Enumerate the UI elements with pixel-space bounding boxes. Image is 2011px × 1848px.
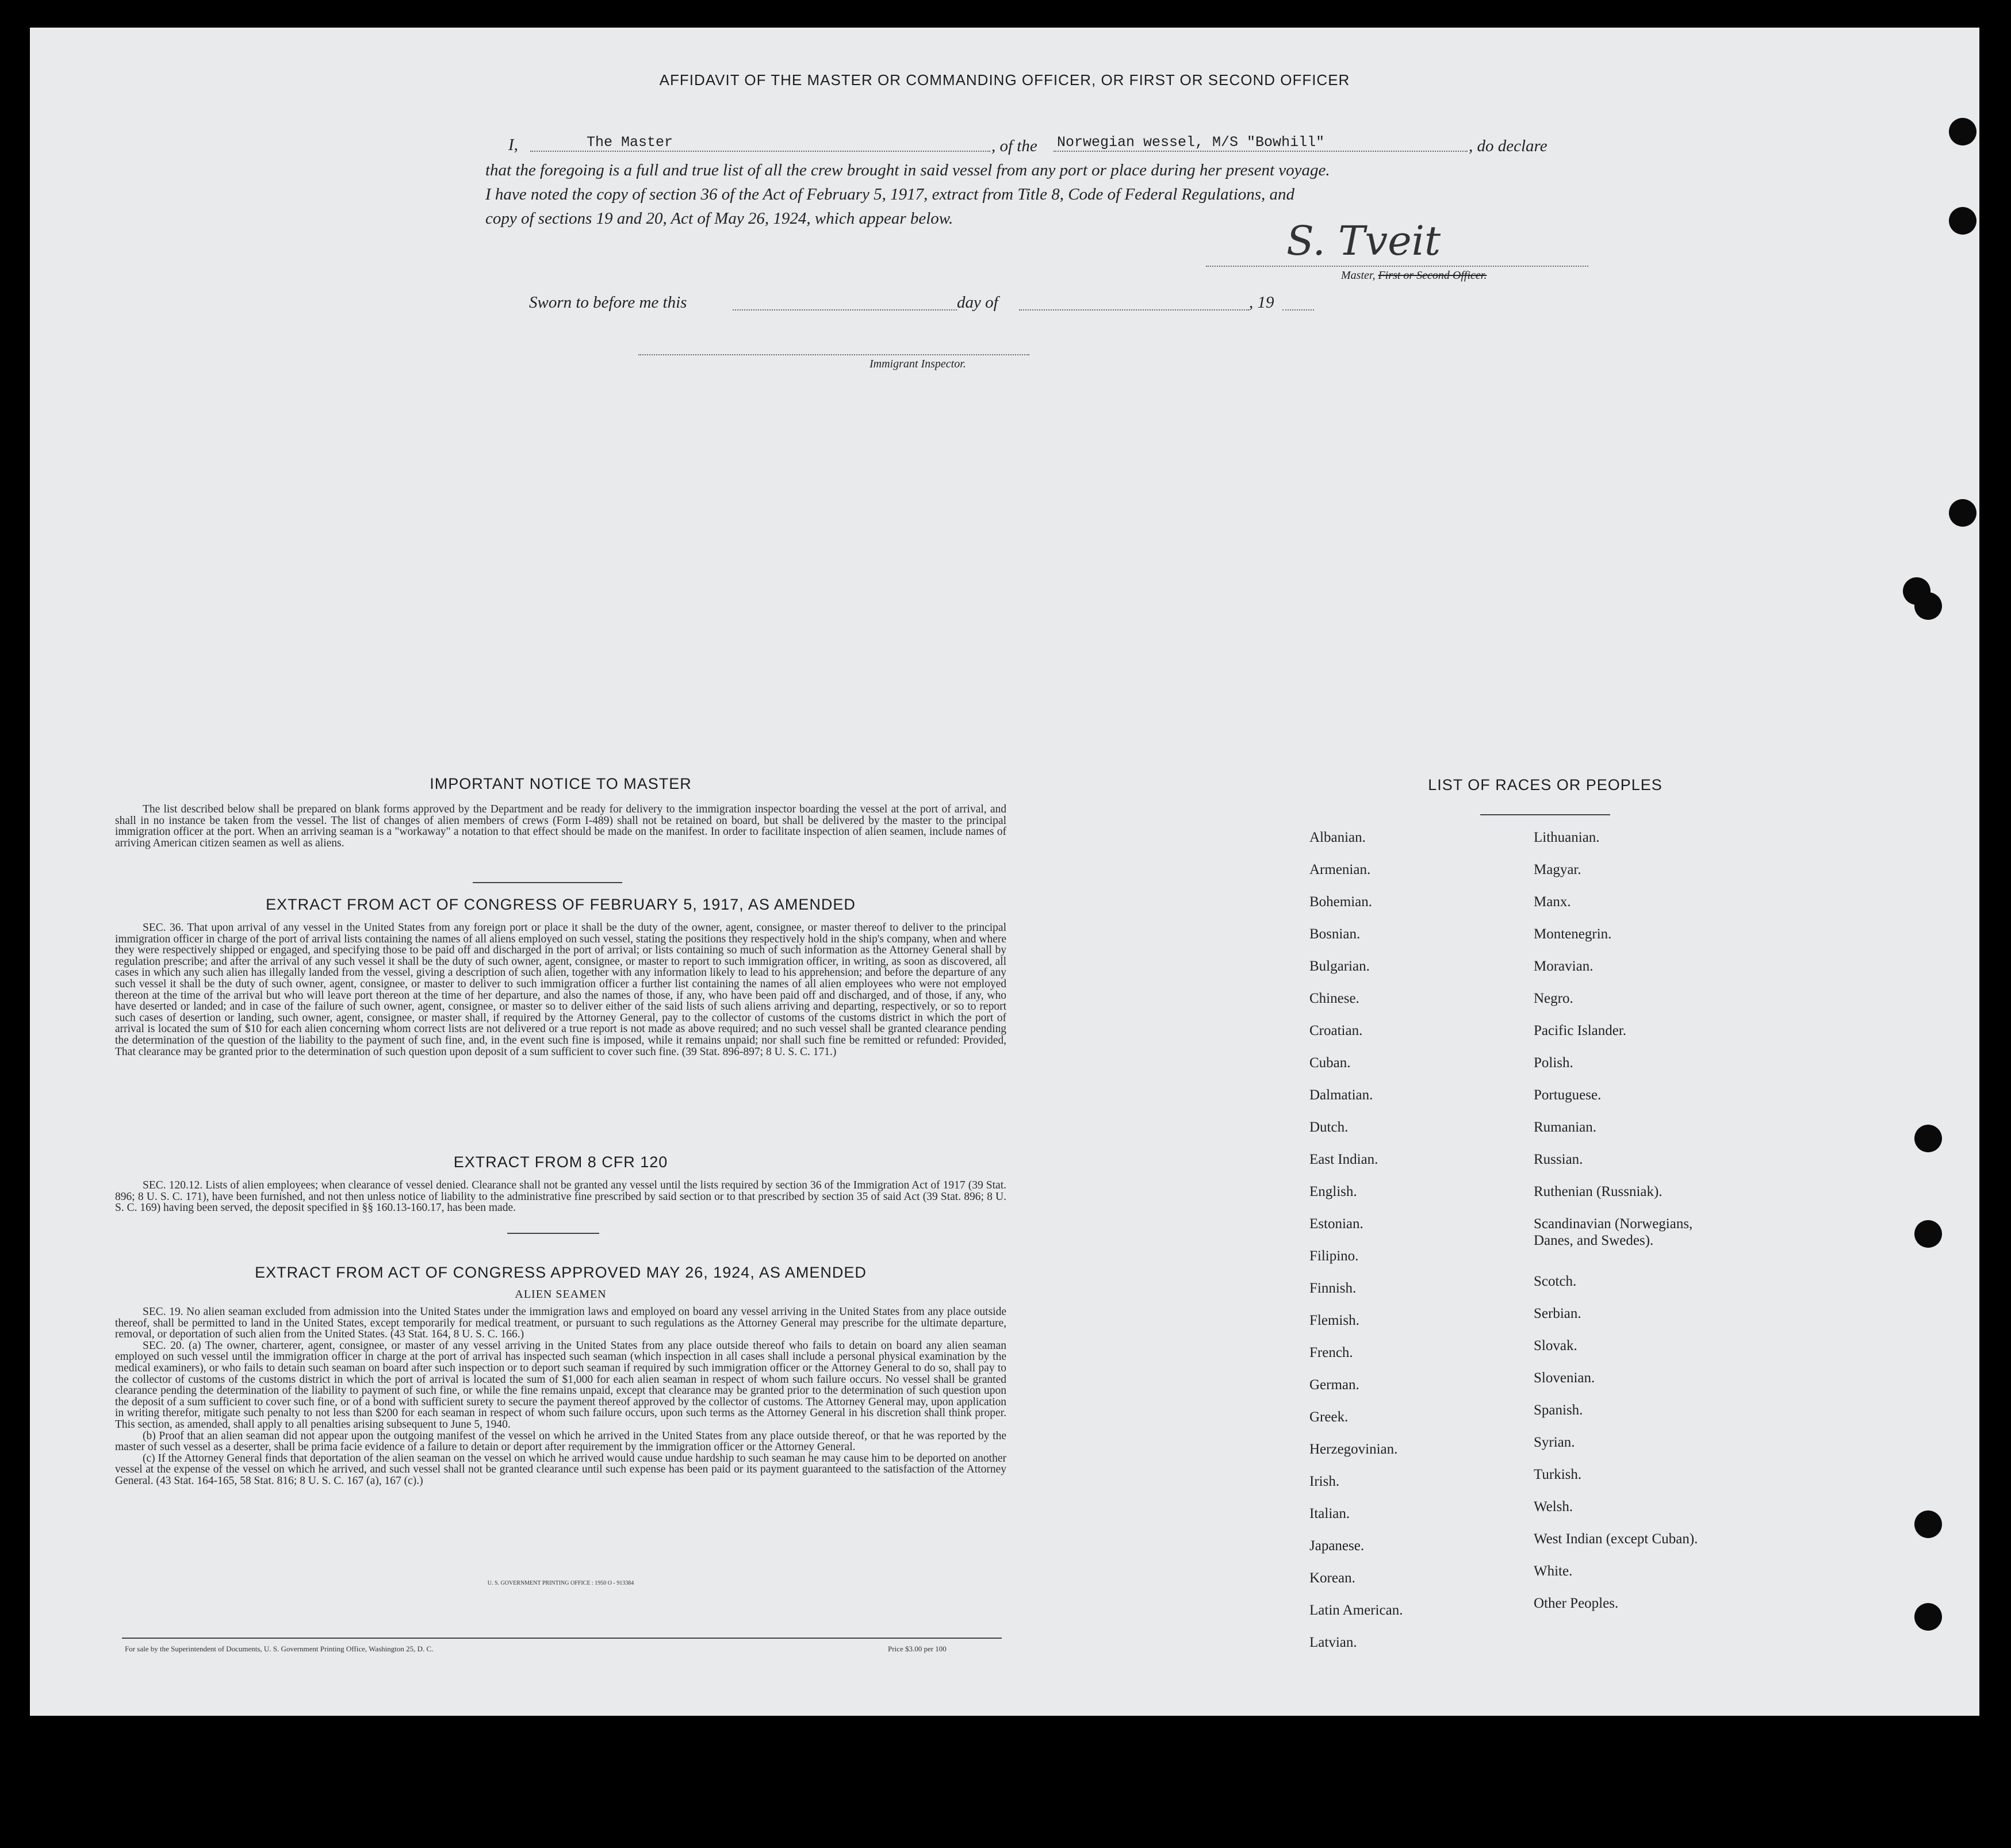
binder-hole — [1914, 1220, 1942, 1248]
alien-seamen-subtitle: ALIEN SEAMEN — [515, 1288, 607, 1301]
day-of-label: day of — [957, 293, 998, 312]
section-20c-paragraph: (c) If the Attorney General finds that deportation of the alien seaman on the vessel on which he arrived would cause undue hardship to such seaman he may cause him to be deported on another vessel at the expense of the vessel on which he arrived, and such vessel shall not be granted clearance until such expense has been paid or its payment guaranteed to the satisfaction of the Attorney General. (43 Stat. 164-165, 58 Stat. 816; 8 U. S. C. 167 (a), 167 (c).) — [115, 1452, 1006, 1487]
race-item: Slovak. — [1534, 1338, 1577, 1354]
sworn-year-line — [1282, 309, 1314, 310]
race-item: Irish. — [1309, 1474, 1340, 1489]
race-item: Magyar. — [1534, 862, 1581, 877]
race-item: Negro. — [1534, 991, 1573, 1006]
sworn-month-line — [1019, 309, 1249, 310]
year-label: , 19 — [1249, 293, 1274, 312]
race-item: French. — [1309, 1345, 1353, 1360]
signer-title-kept: Master, — [1341, 269, 1376, 282]
affidavit-name-value: The Master — [587, 134, 673, 151]
notice-title: IMPORTANT NOTICE TO MASTER — [430, 775, 692, 792]
notice-body — [115, 804, 1006, 849]
race-item: German. — [1309, 1377, 1359, 1393]
race-item: Dutch. — [1309, 1119, 1349, 1135]
signer-title — [1341, 269, 1487, 282]
race-item: Flemish. — [1309, 1313, 1359, 1328]
vessel-fill-line — [1054, 151, 1468, 152]
extract-1924-body — [115, 1306, 1006, 1487]
race-item: Moravian. — [1534, 958, 1594, 974]
signature-line — [1206, 266, 1588, 267]
race-item: West Indian (except Cuban). — [1534, 1531, 1698, 1547]
sworn-label: Sworn to before me this — [529, 293, 687, 312]
cfr-divider — [507, 1233, 599, 1234]
inspector-label: Immigrant Inspector. — [869, 358, 966, 370]
extract-cfr-title: EXTRACT FROM 8 CFR 120 — [453, 1153, 668, 1171]
footer-price: Price $3.00 per 100 — [888, 1644, 947, 1653]
affidavit-line-4: copy of sections 19 and 20, Act of May 26, 1924, which appear below. — [485, 209, 953, 228]
races-divider — [1480, 814, 1610, 815]
race-item: Scandinavian (Norwegians, Danes, and Swedes). — [1534, 1216, 1693, 1248]
affidavit-vessel-value: Norwegian wessel, M/S "Bowhill" — [1057, 134, 1325, 151]
race-item: Finnish. — [1309, 1280, 1357, 1296]
extract-1924-title: EXTRACT FROM ACT OF CONGRESS APPROVED MAY 26, 1924, AS AMENDED — [255, 1264, 867, 1281]
race-item: Spanish. — [1534, 1402, 1583, 1418]
race-item: Montenegrin. — [1534, 926, 1612, 942]
race-item: Other Peoples. — [1534, 1596, 1619, 1611]
sworn-day-line — [733, 309, 957, 310]
race-item: Estonian. — [1309, 1216, 1363, 1232]
section-20b-paragraph: (b) Proof that an alien seaman did not appear upon the outgoing manifest of the vessel on which he arrived in the United States from any place outside thereof, or that he was reported by the master of such vessel as a deserter, shall be prima facie evidence of a failure to detain or deport after requirement by the immigration officer or the Attorney General. — [115, 1429, 1006, 1454]
race-item: Filipino. — [1309, 1248, 1359, 1264]
notice-divider — [473, 882, 622, 883]
section-20a-paragraph: SEC. 20. (a) The owner, charterer, agent, consignee, or master of any vessel arriving in the United States from any place outside thereof who fails to detain on board any alien seaman employed on such vessel until the immigration officer in charge at the port of arrival has inspected such seaman (which inspection in all cases shall include a personal physical examination by the medical examiners), or who fails to detain such seaman on board after such inspection or to deport such seaman if required by such immigration officer or the Attorney General to do so, shall pay to the collector of customs of the customs district in which the port of arrival is located the sum of $1,000 for each alien seaman in respect of whom such failure occurs. No vessel shall be granted clearance pending the determination of the liability to payment of such fine, or while the fine remains unpaid, except that clearance may be granted prior to the determination of such question upon the deposit of a sum sufficient to cover such fine, or of a bond with sufficient surety to secure the payment thereof approved by the collector of customs. The Attorney General may, upon application in writing therefor, mitigate such penalty to not less than $200 for each seaman in respect of whom such failure occurs, upon such terms as the Attorney General in his discretion shall think proper. This section, as amended, shall apply to all penalties arising subsequent to June 5, 1940. — [115, 1339, 1006, 1431]
extract-1917-title: EXTRACT FROM ACT OF CONGRESS OF FEBRUARY 5, 1917, AS AMENDED — [266, 896, 856, 913]
signer-title-struck: First or Second Officer. — [1378, 269, 1487, 282]
affidavit-line-2: that the foregoing is a full and true list of all the crew brought in said vessel from any port or place during her present voyage. — [485, 161, 1330, 179]
document-sheet — [30, 28, 1979, 1716]
footer-sales-note: For sale by the Superintendent of Documents, U. S. Government Printing Office, Washington 25, D. C. — [125, 1644, 434, 1653]
name-fill-line — [530, 151, 990, 152]
binder-hole — [1914, 592, 1942, 620]
gpo-imprint: U. S. GOVERNMENT PRINTING OFFICE : 1950 O - 913384 — [487, 1580, 634, 1586]
race-item: Welsh. — [1534, 1499, 1573, 1515]
race-item: Rumanian. — [1534, 1119, 1597, 1135]
race-item: Korean. — [1309, 1570, 1355, 1586]
race-item: English. — [1309, 1184, 1357, 1199]
race-item: Dalmatian. — [1309, 1087, 1373, 1103]
race-item: Serbian. — [1534, 1306, 1581, 1321]
section-36-paragraph: SEC. 36. That upon arrival of any vessel in the United States from any foreign port or place it shall be the duty of the owner, agent, consignee, or master thereof to deliver to the principal immigration officer in charge of the port of arrival lists containing the names of all aliens employed on such vessel, stating the positions they respectively hold in the ship's company, when and where they were respectively shipped or engaged, and specifying those to be paid off and discharged in the port of arrival; or lists containing so much of such information as the Attorney General shall by regulation prescribe; and after the arrival of any such vessel it shall be the duty of such owner, agent, consignee, or master to report to such immigration officer, in writing, as soon as discovered, all cases in which any such alien has illegally landed from the vessel, giving a description of such alien, together with any information likely to lead to his apprehension; and before the departure of any such vessel it shall be the duty of such owner, agent, consignee, or master to deliver to such immigration officer a further list containing the names of all alien employees who were not employed thereon at the time of the arrival but who will leave port thereon at the time of her departure, and also the names of those, if any, who have been paid off and discharged, and of those, if any, who have deserted or landed; and in case of the failure of such owner, agent, consignee, or master so to deliver either of the said lists of such aliens arriving and departing, respectively, or so to report such cases of desertion or landing, such owner, agent, consignee, or master shall, if required by the Attorney General, pay to the collector of customs of the customs district in which the port of arrival is located the sum of $10 for each alien concerning whom correct lists are not delivered or a true report is not made as above required; and no such vessel shall be granted clearance pending the determination of the question of the liability to the payment of such fine, and, in the event such fine is imposed, while it remains unpaid; nor shall such fine be remitted or refunded: Provided, That clearance may be granted prior to the determination of such question upon deposit of a sum sufficient to cover such fine. (39 Stat. 896-897; 8 U. S. C. 171.) — [115, 922, 1006, 1058]
master-signature: S. Tveit — [1286, 217, 1441, 264]
binder-hole — [1914, 1603, 1942, 1631]
binder-hole — [1914, 1510, 1942, 1538]
race-item: Latin American. — [1309, 1602, 1403, 1618]
race-item: Herzegovinian. — [1309, 1441, 1398, 1457]
race-item: Syrian. — [1534, 1435, 1575, 1450]
race-item: Scotch. — [1534, 1274, 1577, 1289]
affidavit-declare: , do declare — [1469, 137, 1547, 155]
race-item: Portuguese. — [1534, 1087, 1602, 1103]
binder-hole — [1949, 499, 1976, 527]
section-120-12-paragraph: SEC. 120.12. Lists of alien employees; when clearance of vessel denied. Clearance shall not be granted any vessel until the lists required by section 36 of the Immigration Act of 1917 (39 Stat. 896; 8 U. S. C. 171), have been furnished, and not then unless notice of liability to the administrative fine prescribed by said section or to that prescribed by section 35 of said Act (39 Stat. 896; 8 U. S. C. 169) having been served, the deposit specified in §§ 160.13-160.17, has been made. — [115, 1179, 1006, 1214]
race-item: Armenian. — [1309, 862, 1371, 877]
race-item: Bosnian. — [1309, 926, 1361, 942]
race-item: Slovenian. — [1534, 1370, 1595, 1386]
race-item: Pacific Islander. — [1534, 1023, 1627, 1038]
extract-1917-body — [115, 922, 1006, 1057]
affidavit-line-3: I have noted the copy of section 36 of the Act of February 5, 1917, extract from Title 8, Code of Federal Regulations, and — [485, 185, 1295, 204]
race-item: Chinese. — [1309, 991, 1359, 1006]
race-item: White. — [1534, 1563, 1573, 1579]
race-item: Bohemian. — [1309, 894, 1373, 910]
affidavit-i-label: I, — [508, 136, 518, 154]
race-item: Japanese. — [1309, 1538, 1365, 1554]
footer-rule — [122, 1638, 1002, 1639]
race-item: Ruthenian (Russniak). — [1534, 1184, 1663, 1199]
race-item: Croatian. — [1309, 1023, 1363, 1038]
binder-hole — [1949, 207, 1976, 235]
race-item: Turkish. — [1534, 1467, 1582, 1482]
race-item: Manx. — [1534, 894, 1571, 910]
affidavit-title: AFFIDAVIT OF THE MASTER OR COMMANDING OFFICER, OR FIRST OR SECOND OFFICER — [659, 71, 1350, 89]
race-item: Italian. — [1309, 1506, 1350, 1521]
race-item: Latvian. — [1309, 1635, 1357, 1650]
race-item: Albanian. — [1309, 830, 1366, 845]
race-item: Polish. — [1534, 1055, 1573, 1071]
race-item: Cuban. — [1309, 1055, 1351, 1071]
race-item: East Indian. — [1309, 1152, 1378, 1167]
race-item: Russian. — [1534, 1152, 1583, 1167]
binder-hole — [1914, 1125, 1942, 1152]
race-item: Bulgarian. — [1309, 958, 1370, 974]
section-19-paragraph: SEC. 19. No alien seaman excluded from admission into the United States under the immigration laws and employed on board any vessel arriving in the United States from any place outside thereof, shall be permitted to land in the United States, except temporarily for medical treatment, or pursuant to such regulations as the Attorney General may prescribe for the ultimate departure, removal, or deportation of such alien from the United States. (43 Stat. 164, 8 U. S. C. 166.) — [115, 1306, 1006, 1341]
extract-cfr-body — [115, 1180, 1006, 1214]
inspector-line — [638, 354, 1029, 355]
race-item: Lithuanian. — [1534, 830, 1600, 845]
binder-hole — [1949, 118, 1976, 145]
affidavit-of-the: , of the — [991, 137, 1037, 155]
races-title: LIST OF RACES OR PEOPLES — [1428, 776, 1663, 793]
race-item: Greek. — [1309, 1409, 1349, 1425]
notice-paragraph: The list described below shall be prepared on blank forms approved by the Department and be ready for delivery to the immigration inspector boarding the vessel at the port of arrival, and shall in no instance be taken from the vessel. The list of changes of alien members of crews (Form I-489) shall not be retained on board, but shall be delivered by the master to the principal immigration officer at the port. When an arriving seaman is a "workaway" a notation to that effect should be made on the manifest. In order to facilitate inspection of alien seamen, include names of arriving American citizen seamen as well as aliens. — [115, 803, 1006, 849]
